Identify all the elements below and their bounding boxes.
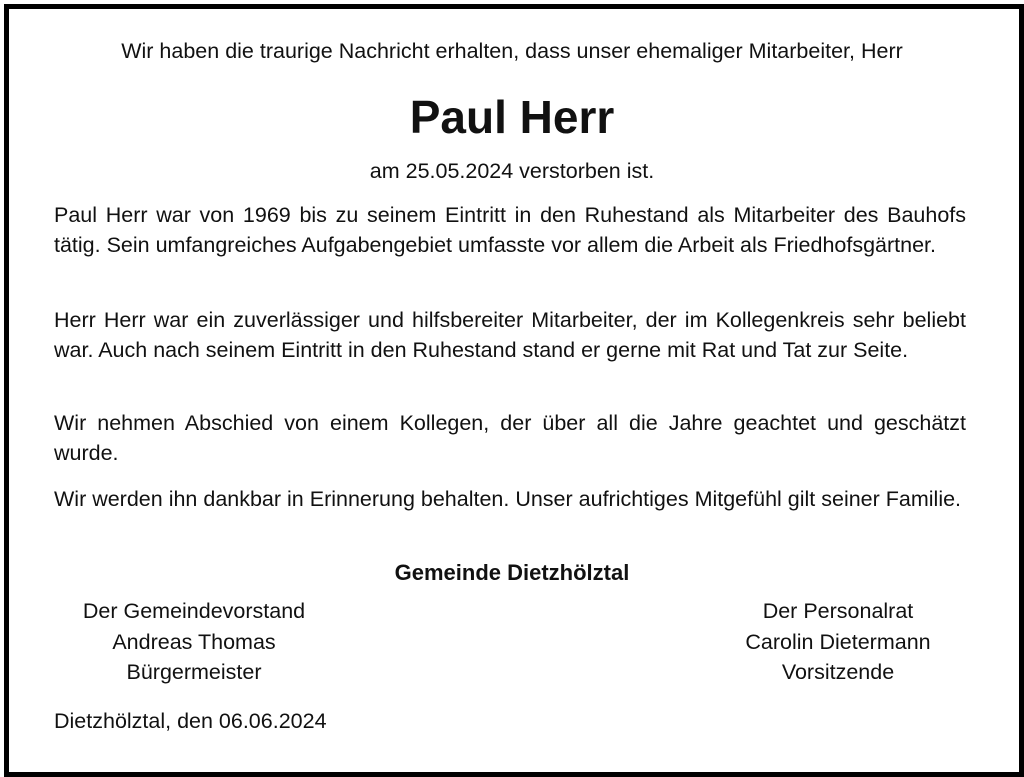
signatory-role: Vorsitzende bbox=[781, 660, 895, 684]
signatory-name: Andreas Thomas bbox=[112, 629, 276, 654]
signature-block-left bbox=[44, 596, 344, 688]
paragraph-condolence: Wir werden ihn dankbar in Erinnerung behalten. Unser aufrichtiges Mitgefühl gilt seiner Familie. bbox=[54, 487, 962, 511]
organization-name: Gemeinde Dietzhölztal bbox=[394, 560, 630, 585]
paragraph-farewell: Wir nehmen Abschied von einem Kollegen, der über all die Jahre geachtet und geschätzt wurde. bbox=[54, 411, 966, 465]
deceased-name: Paul Herr bbox=[409, 91, 615, 143]
signatory-body: Der Personalrat bbox=[762, 599, 914, 623]
place-and-date: Dietzhölztal, den 06.06.2024 bbox=[54, 709, 327, 733]
death-date-line: am 25.05.2024 verstorben ist. bbox=[369, 159, 655, 183]
signatory-body: Der Gemeindevorstand bbox=[82, 599, 306, 623]
signatory-name: Carolin Dietermann bbox=[745, 629, 931, 654]
signature-block-right bbox=[688, 596, 988, 688]
paragraph-career: Paul Herr war von 1969 bis zu seinem Eintritt in den Ruhestand als Mitarbeiter des Bauhofs tätig. Sein umfangreiches Aufgabengebiet umfasste vor allem die Arbeit als Friedhofsgärtner. bbox=[54, 203, 966, 257]
intro-text: Wir haben die traurige Nachricht erhalten, dass unser ehemaliger Mitarbeiter, Herr bbox=[121, 39, 903, 63]
paragraph-character: Herr Herr war ein zuverlässiger und hilfsbereiter Mitarbeiter, der im Kollegenkreis sehr beliebt war. Auch nach seinem Eintritt in den Ruhestand stand er gerne mit Rat und Tat zur Seite. bbox=[54, 308, 966, 362]
signatory-role: Bürgermeister bbox=[126, 660, 262, 684]
